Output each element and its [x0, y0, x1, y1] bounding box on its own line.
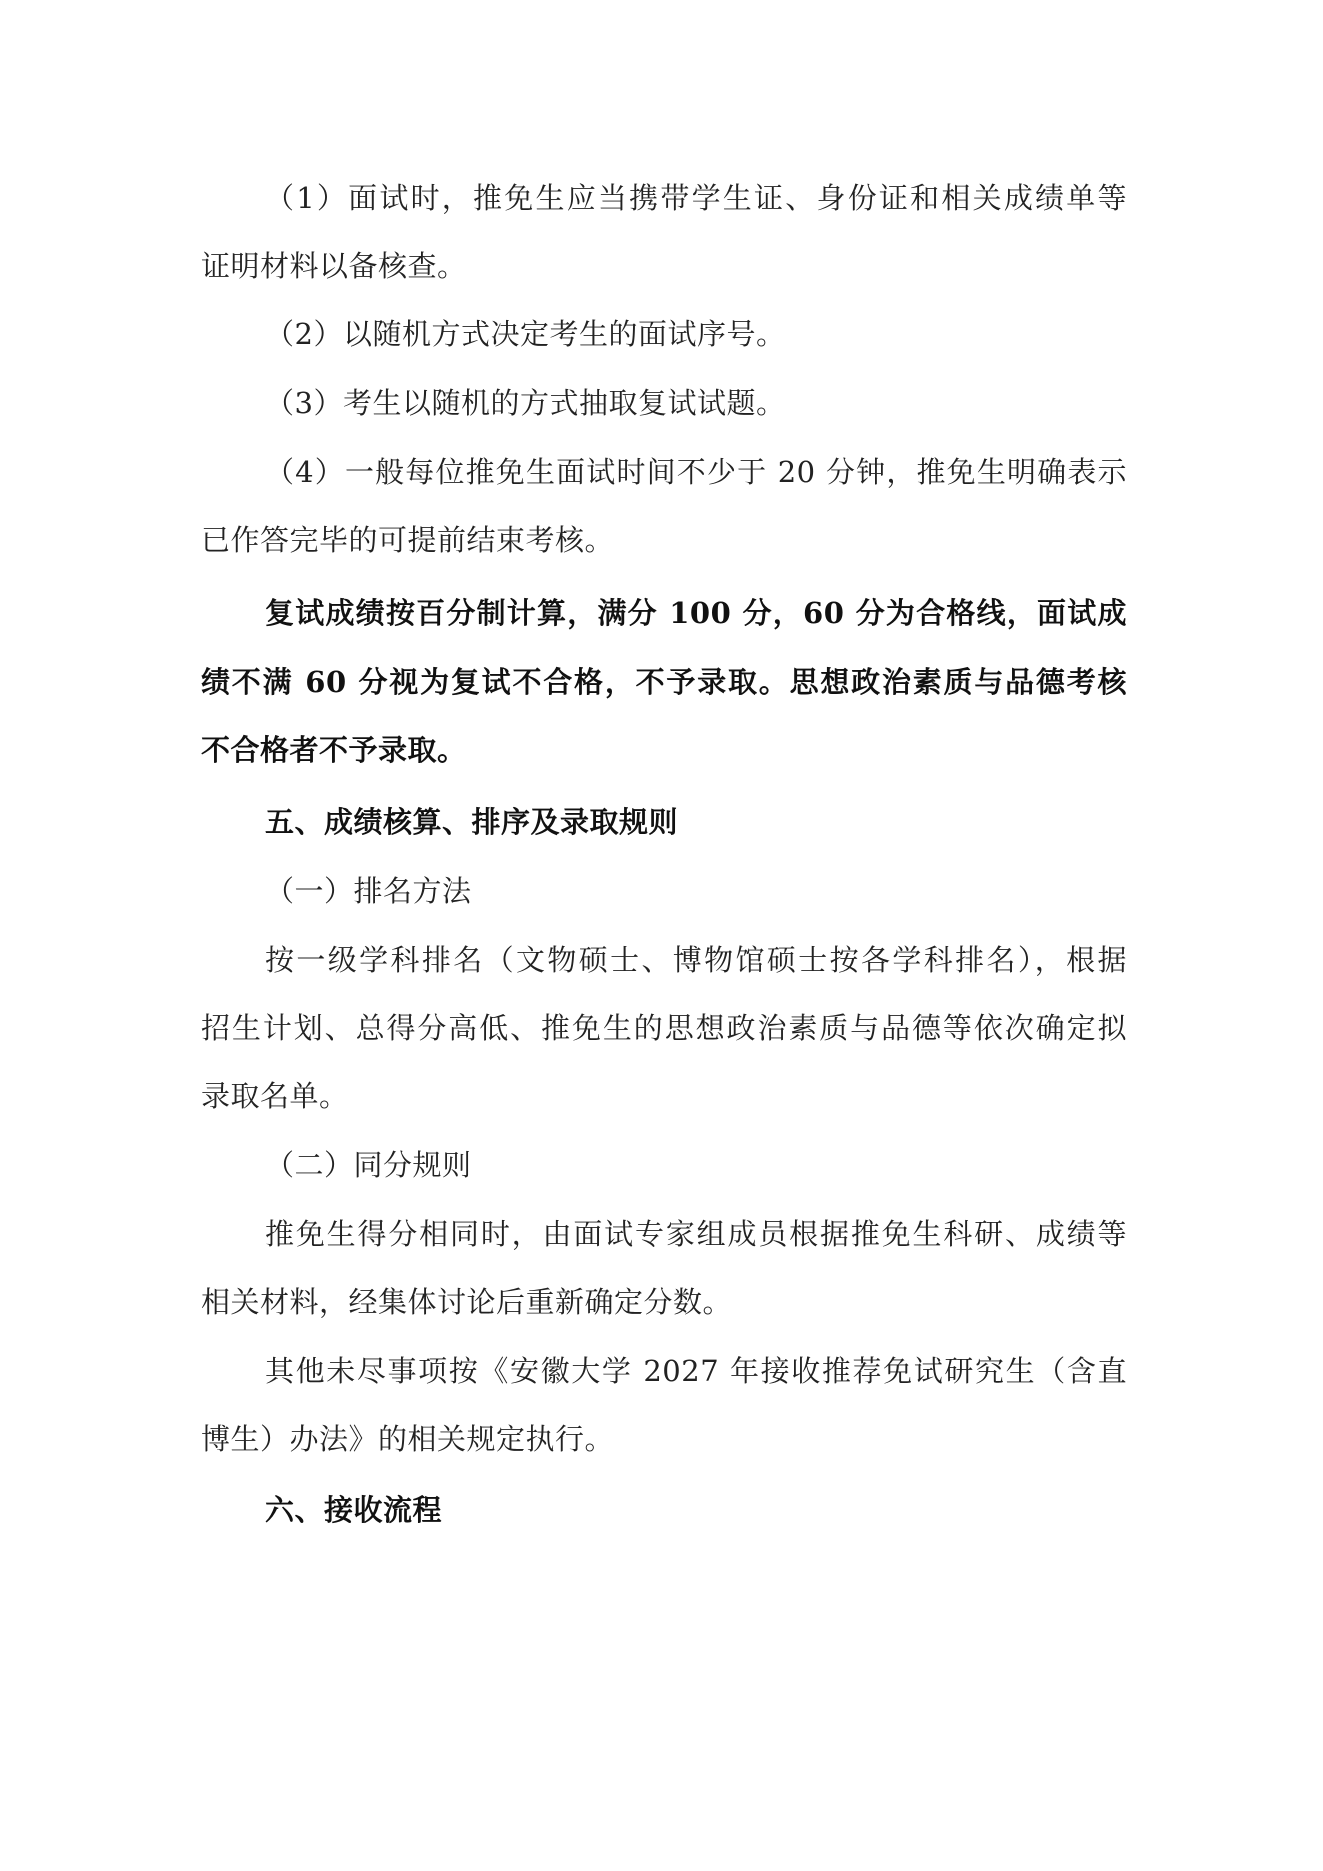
tie-rule-heading: （二）同分规则: [265, 1148, 472, 1182]
interview-rule-3: （3）考生以随机的方式抽取复试试题。: [265, 386, 786, 420]
other-matters-line-1: 其他未尽事项按《安徽大学 2027 年接收推荐免试研究生（含直: [265, 1354, 1127, 1388]
interview-rule-2: （2）以随机方式决定考生的面试序号。: [265, 317, 786, 351]
other-matters-line-2: 博生）办法》的相关规定执行。: [201, 1422, 615, 1456]
scoring-rule-line-2: 绩不满 60 分视为复试不合格，不予录取。思想政治素质与品德考核: [201, 665, 1127, 699]
interview-rule-4-line-1: （4）一般每位推免生面试时间不少于 20 分钟，推免生明确表示: [265, 455, 1127, 489]
section-five-heading: 五、成绩核算、排序及录取规则: [265, 805, 679, 839]
interview-rule-1-line-2: 证明材料以备核查。: [201, 249, 467, 283]
scoring-rule-line-1: 复试成绩按百分制计算，满分 100 分，60 分为合格线，面试成: [265, 596, 1127, 630]
interview-rule-1-line-1: （1）面试时，推免生应当携带学生证、身份证和相关成绩单等: [265, 181, 1127, 215]
tie-rule-line-1: 推免生得分相同时，由面试专家组成员根据推免生科研、成绩等: [265, 1217, 1127, 1251]
section-six-heading: 六、接收流程: [265, 1493, 443, 1527]
ranking-method-line-1: 按一级学科排名（文物硕士、博物馆硕士按各学科排名），根据: [265, 943, 1127, 977]
scoring-rule-line-3: 不合格者不予录取。: [201, 733, 467, 767]
tie-rule-line-2: 相关材料，经集体讨论后重新确定分数。: [201, 1285, 733, 1319]
ranking-method-line-2: 招生计划、总得分高低、推免生的思想政治素质与品德等依次确定拟: [201, 1011, 1127, 1045]
interview-rule-4-line-2: 已作答完毕的可提前结束考核。: [201, 523, 615, 557]
ranking-method-heading: （一）排名方法: [265, 874, 472, 908]
ranking-method-line-3: 录取名单。: [201, 1079, 349, 1113]
